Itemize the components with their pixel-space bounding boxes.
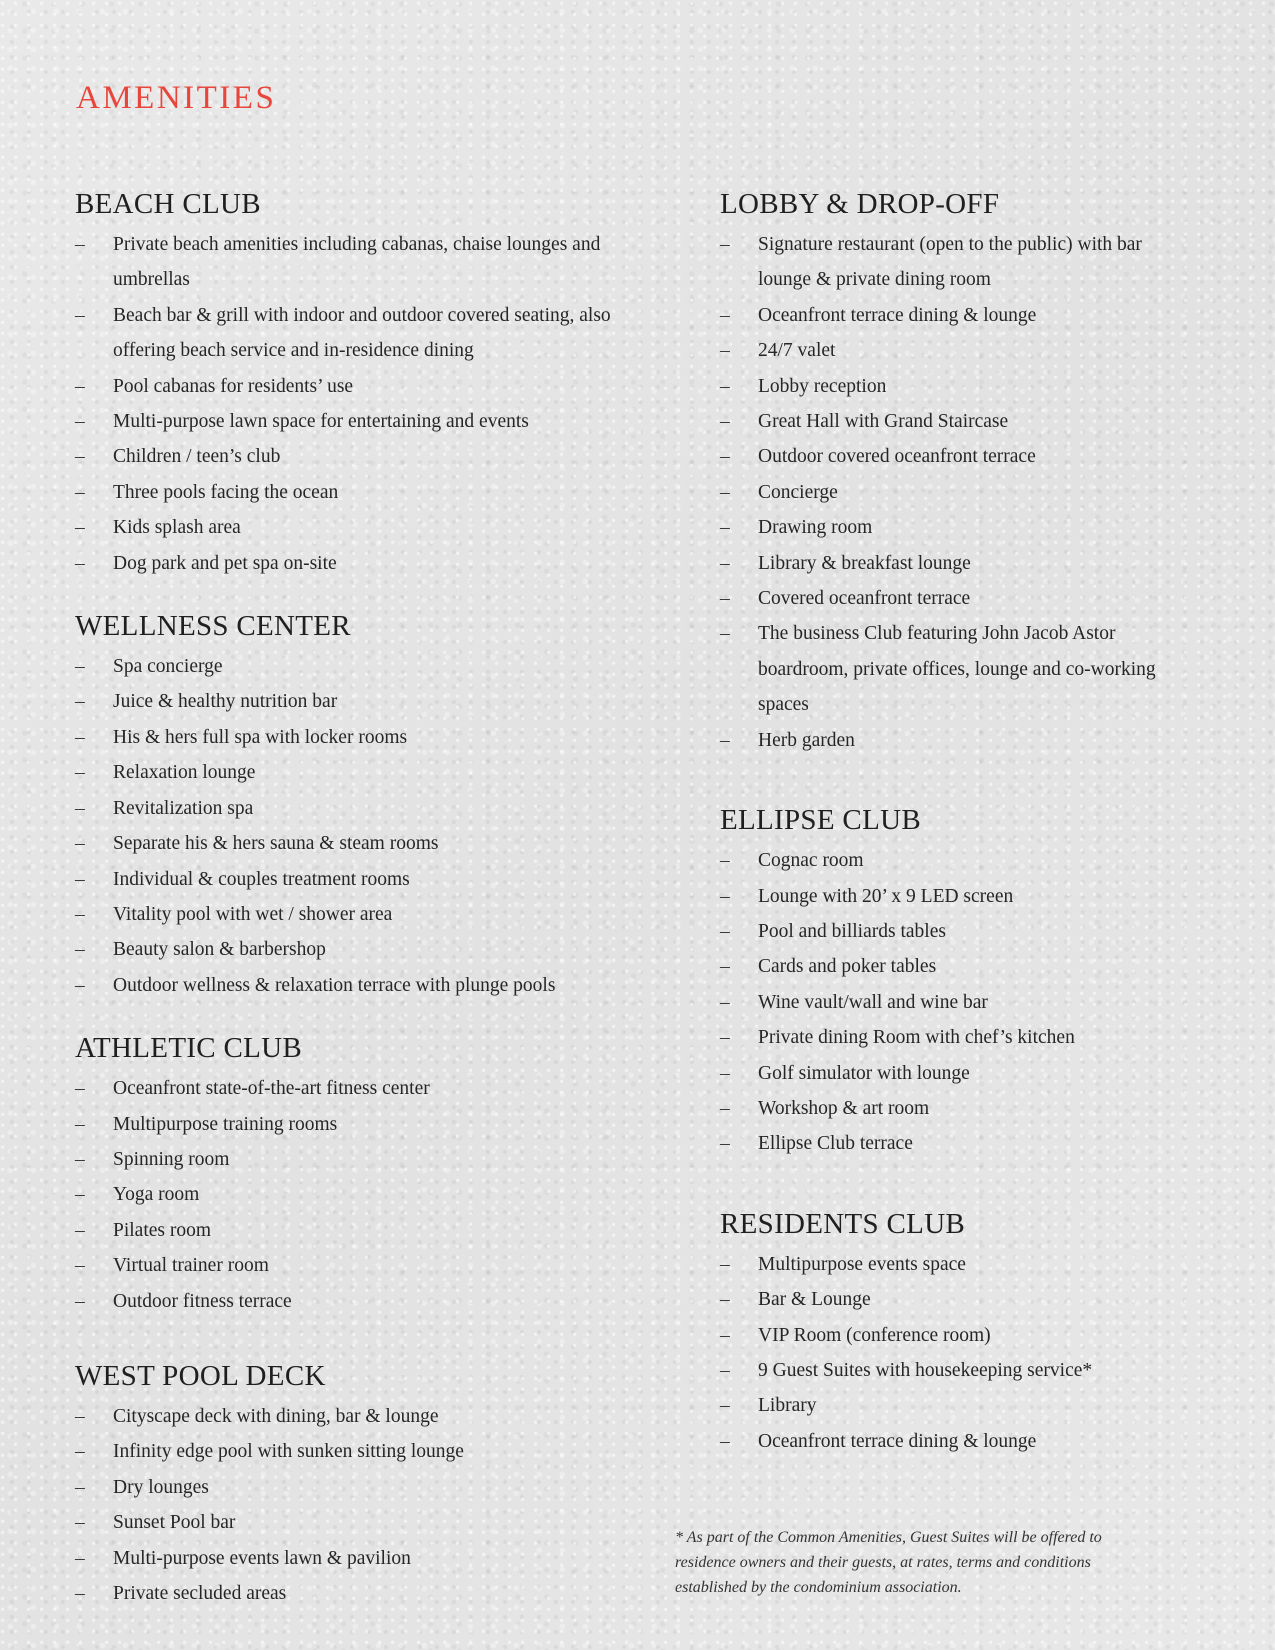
section-west-pool-deck xyxy=(75,1356,615,1611)
list-item: – Private beach amenities including cabanas, chaise lounges and umbrellas xyxy=(75,227,615,298)
dash-bullet: – xyxy=(75,1405,85,1427)
amenity-list xyxy=(75,1071,615,1319)
list-item: – Library & breakfast lounge xyxy=(720,546,1190,581)
dash-bullet: – xyxy=(720,375,730,397)
dash-bullet: – xyxy=(75,691,85,713)
list-item: – Revitalization spa xyxy=(75,791,615,826)
list-item: – Bar & Lounge xyxy=(720,1282,1190,1317)
dash-bullet: – xyxy=(720,850,730,872)
dash-bullet: – xyxy=(720,1027,730,1049)
list-item: – Spa concierge xyxy=(75,649,615,684)
list-item: – Private secluded areas xyxy=(75,1576,615,1611)
list-item: – Spinning room xyxy=(75,1142,615,1177)
dash-bullet: – xyxy=(75,974,85,996)
section-ellipse-club xyxy=(720,800,1190,1162)
dash-bullet: – xyxy=(720,411,730,433)
list-item: – Outdoor covered oceanfront terrace xyxy=(720,439,1190,474)
list-item: – The business Club featuring John Jacob Astor boardroom, private offices, lounge and co-working spaces xyxy=(720,616,1190,722)
dash-bullet: – xyxy=(75,726,85,748)
list-item: – Virtual trainer room xyxy=(75,1248,615,1283)
list-item: – Signature restaurant (open to the public) with bar lounge & private dining room xyxy=(720,227,1190,298)
list-item: – Cognac room xyxy=(720,843,1190,878)
amenity-list xyxy=(75,649,615,1003)
dash-bullet: – xyxy=(720,1430,730,1452)
dash-bullet: – xyxy=(720,1289,730,1311)
list-item: – Herb garden xyxy=(720,723,1190,758)
section-athletic-club xyxy=(75,1028,615,1319)
section-beach-club xyxy=(75,184,615,581)
dash-bullet: – xyxy=(75,411,85,433)
amenity-list xyxy=(720,843,1190,1162)
list-item: – Private dining Room with chef’s kitchen xyxy=(720,1020,1190,1055)
section-heading: RESIDENTS CLUB xyxy=(720,1207,966,1240)
dash-bullet: – xyxy=(75,903,85,925)
dash-bullet: – xyxy=(75,656,85,678)
list-item: – Beach bar & grill with indoor and outdoor covered seating, also offering beach service and in-residence dining xyxy=(75,298,615,369)
dash-bullet: – xyxy=(75,1255,85,1277)
page-title: AMENITIES xyxy=(76,80,277,116)
list-item: – Pool cabanas for residents’ use xyxy=(75,369,615,404)
list-item: – Dog park and pet spa on-site xyxy=(75,546,615,581)
list-item: – Oceanfront terrace dining & lounge xyxy=(720,1424,1190,1459)
list-item: – Separate his & hers sauna & steam rooms xyxy=(75,826,615,861)
dash-bullet: – xyxy=(720,1133,730,1155)
dash-bullet: – xyxy=(75,1184,85,1206)
dash-bullet: – xyxy=(720,446,730,468)
list-item: – Pilates room xyxy=(75,1213,615,1248)
list-item: – Pool and billiards tables xyxy=(720,914,1190,949)
dash-bullet: – xyxy=(75,797,85,819)
amenity-list xyxy=(720,227,1190,758)
list-item: – Three pools facing the ocean xyxy=(75,475,615,510)
dash-bullet: – xyxy=(75,517,85,539)
list-item: – Oceanfront terrace dining & lounge xyxy=(720,298,1190,333)
list-item: – Lobby reception xyxy=(720,369,1190,404)
dash-bullet: – xyxy=(720,552,730,574)
dash-bullet: – xyxy=(75,1113,85,1135)
dash-bullet: – xyxy=(75,446,85,468)
list-item: – Dry lounges xyxy=(75,1470,615,1505)
left-column xyxy=(75,184,615,1636)
list-item: – Yoga room xyxy=(75,1177,615,1212)
list-item: – Wine vault/wall and wine bar xyxy=(720,985,1190,1020)
amenity-list xyxy=(75,227,615,581)
dash-bullet: – xyxy=(720,991,730,1013)
dash-bullet: – xyxy=(720,885,730,907)
dash-bullet: – xyxy=(75,1476,85,1498)
dash-bullet: – xyxy=(720,956,730,978)
list-item: – Multipurpose events space xyxy=(720,1247,1190,1282)
dash-bullet: – xyxy=(75,762,85,784)
dash-bullet: – xyxy=(75,1441,85,1463)
dash-bullet: – xyxy=(75,939,85,961)
dash-bullet: – xyxy=(75,1512,85,1534)
dash-bullet: – xyxy=(720,1359,730,1381)
list-item: – Infinity edge pool with sunken sitting lounge xyxy=(75,1434,615,1469)
dash-bullet: – xyxy=(720,340,730,362)
dash-bullet: – xyxy=(720,1395,730,1417)
dash-bullet: – xyxy=(75,481,85,503)
dash-bullet: – xyxy=(75,375,85,397)
dash-bullet: – xyxy=(75,552,85,574)
dash-bullet: – xyxy=(75,1078,85,1100)
section-residents-club xyxy=(720,1204,1190,1459)
section-heading: ATHLETIC CLUB xyxy=(75,1032,303,1065)
dash-bullet: – xyxy=(75,1219,85,1241)
list-item: – Covered oceanfront terrace xyxy=(720,581,1190,616)
list-item: – 9 Guest Suites with housekeeping service* xyxy=(720,1353,1190,1388)
list-item: – His & hers full spa with locker rooms xyxy=(75,720,615,755)
list-item: – Children / teen’s club xyxy=(75,439,615,474)
list-item: – Ellipse Club terrace xyxy=(720,1126,1190,1161)
list-item: – Outdoor wellness & relaxation terrace with plunge pools xyxy=(75,968,615,1003)
dash-bullet: – xyxy=(720,517,730,539)
list-item: – Beauty salon & barbershop xyxy=(75,932,615,967)
dash-bullet: – xyxy=(720,623,730,645)
amenity-list xyxy=(720,1247,1190,1459)
dash-bullet: – xyxy=(75,1148,85,1170)
list-item: – Great Hall with Grand Staircase xyxy=(720,404,1190,439)
list-item: – Drawing room xyxy=(720,510,1190,545)
list-item: – Individual & couples treatment rooms xyxy=(75,862,615,897)
dash-bullet: – xyxy=(720,729,730,751)
list-item: – Multipurpose training rooms xyxy=(75,1107,615,1142)
dash-bullet: – xyxy=(720,920,730,942)
dash-bullet: – xyxy=(75,1547,85,1569)
amenity-list xyxy=(75,1399,615,1611)
section-wellness-center xyxy=(75,606,615,1003)
dash-bullet: – xyxy=(720,1253,730,1275)
list-item: – VIP Room (conference room) xyxy=(720,1318,1190,1353)
list-item: – Kids splash area xyxy=(75,510,615,545)
list-item: – Oceanfront state-of-the-art fitness center xyxy=(75,1071,615,1106)
list-item: – Outdoor fitness terrace xyxy=(75,1284,615,1319)
list-item: – Cards and poker tables xyxy=(720,949,1190,984)
list-item: – Multi-purpose lawn space for entertaining and events xyxy=(75,404,615,439)
list-item: – Cityscape deck with dining, bar & lounge xyxy=(75,1399,615,1434)
dash-bullet: – xyxy=(720,304,730,326)
dash-bullet: – xyxy=(720,1062,730,1084)
list-item: – Juice & healthy nutrition bar xyxy=(75,684,615,719)
dash-bullet: – xyxy=(720,481,730,503)
list-item: – Vitality pool with wet / shower area xyxy=(75,897,615,932)
list-item: – Library xyxy=(720,1388,1190,1423)
list-item: – Workshop & art room xyxy=(720,1091,1190,1126)
dash-bullet: – xyxy=(75,1290,85,1312)
dash-bullet: – xyxy=(75,868,85,890)
list-item: – Concierge xyxy=(720,475,1190,510)
dash-bullet: – xyxy=(75,1583,85,1604)
section-heading: BEACH CLUB xyxy=(75,188,261,220)
dash-bullet: – xyxy=(75,833,85,855)
list-item: – Multi-purpose events lawn & pavilion xyxy=(75,1541,615,1576)
section-heading: LOBBY & DROP-OFF xyxy=(720,188,1000,220)
list-item: – Relaxation lounge xyxy=(75,755,615,790)
list-item: – 24/7 valet xyxy=(720,333,1190,368)
list-item: – Lounge with 20’ x 9 LED screen xyxy=(720,879,1190,914)
footnote: * As part of the Common Amenities, Guest Suites will be offered to residence owners and their guests, at rates, terms and conditions established by the condominium association. xyxy=(675,1529,1102,1596)
dash-bullet: – xyxy=(720,1324,730,1346)
section-lobby-drop-off xyxy=(720,184,1190,758)
dash-bullet: – xyxy=(720,588,730,610)
list-item: – Sunset Pool bar xyxy=(75,1505,615,1540)
section-heading: WEST POOL DECK xyxy=(75,1359,326,1392)
dash-bullet: – xyxy=(720,234,730,255)
dash-bullet: – xyxy=(75,234,85,255)
dash-bullet: – xyxy=(75,304,85,326)
dash-bullet: – xyxy=(720,1097,730,1119)
section-heading: ELLIPSE CLUB xyxy=(720,804,921,837)
list-item: – Golf simulator with lounge xyxy=(720,1056,1190,1091)
right-column xyxy=(720,184,1190,1501)
section-heading: WELLNESS CENTER xyxy=(75,610,351,643)
